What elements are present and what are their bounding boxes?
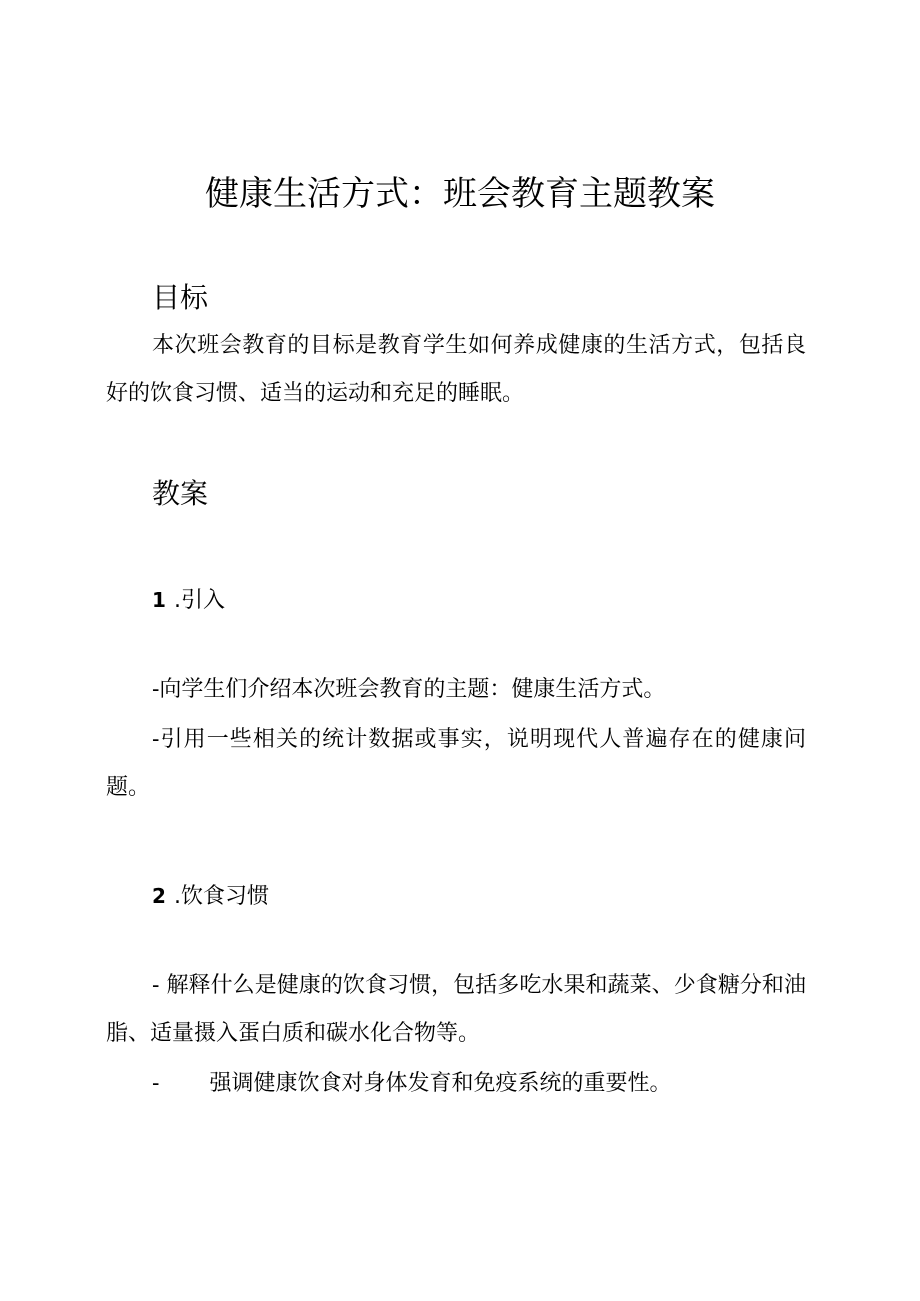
diet-item-2-dash: -: [152, 1071, 160, 1096]
subsection-label: .引入: [174, 588, 225, 613]
intro-item-2: -引用一些相关的统计数据或事实，说明现代人普遍存在的健康问题。: [106, 727, 806, 800]
diet-item-1: - 解释什么是健康的饮食习惯，包括多吃水果和蔬菜、少食糖分和油脂、适量摄入蛋白质和碳水化合物等。: [106, 973, 806, 1046]
intro-item-1: -向学生们介绍本次班会教育的主题：健康生活方式。: [152, 677, 666, 702]
diet-item-2: [106, 1060, 806, 1108]
subsection-heading-diet: [152, 880, 269, 913]
subsection-label: .饮食习惯: [174, 884, 269, 909]
subsection-number: 2: [152, 884, 166, 908]
section-heading-plan: 教案: [152, 477, 209, 510]
document-title: 健康生活方式：班会教育主题教案: [205, 174, 715, 214]
subsection-heading-intro: [152, 584, 225, 617]
goal-paragraph: 本次班会教育的目标是教育学生如何养成健康的生活方式，包括良好的饮食习惯、适当的运动和充足的睡眠。: [106, 333, 806, 406]
subsection-number: 1: [152, 588, 166, 612]
section-heading-goal: 目标: [152, 281, 209, 314]
diet-item-2-text: 强调健康饮食对身体发育和免疫系统的重要性。: [209, 1071, 672, 1096]
